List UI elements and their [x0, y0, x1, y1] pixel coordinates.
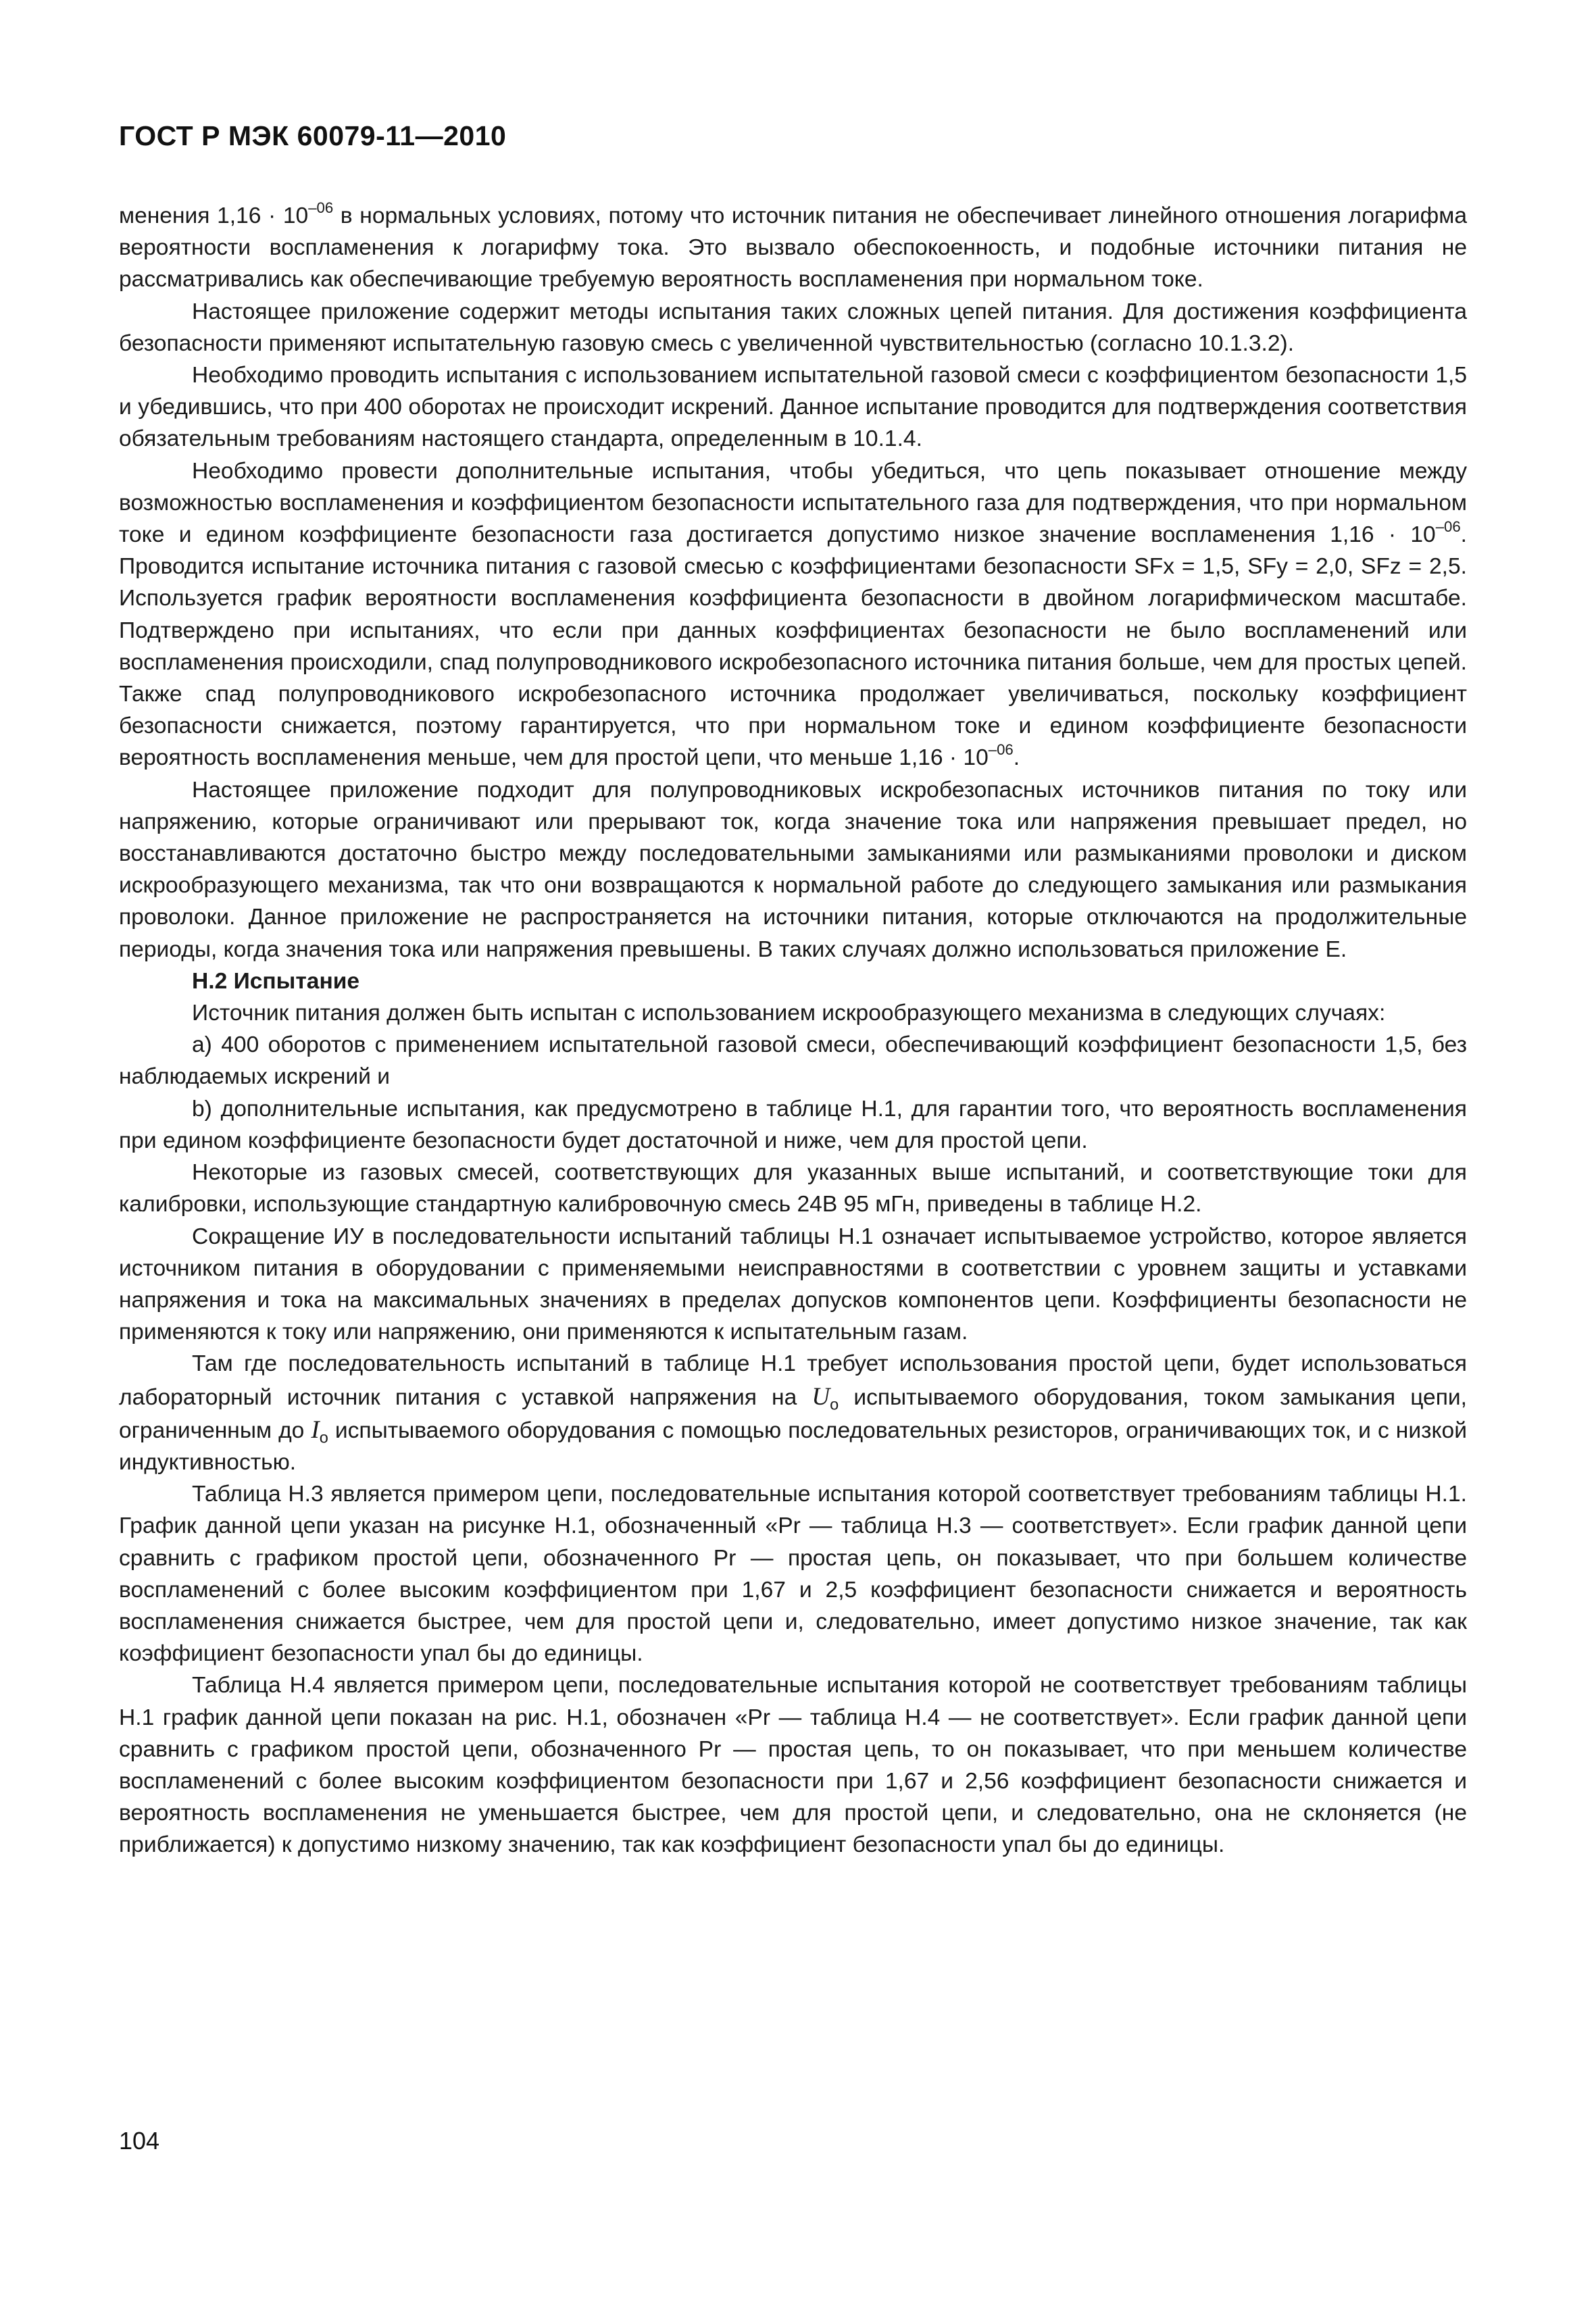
paragraph: Необходимо проводить испытания с использованием испытательной газовой смеси с коэффициентом безопасности 1,5 и убедившись, что при 400 оборотах не происходит искрений. Данное испытание проводится для подтверждения соответствия обязательным требованиям настоящего стандарта, определенным в 10.1.4.	[119, 363, 1467, 452]
paragraph: Настоящее приложение содержит методы испытания таких сложных цепей питания. Для достижения коэффициента безопасности применяют испытательную газовую смесь с увеличенной чувствительностью (согласно 10.1.3.2).	[119, 299, 1467, 356]
page-number: 104	[119, 2127, 160, 2155]
list-item-a: а) 400 оборотов с применением испытательной газовой смеси, обеспечивающий коэффициент безопасности 1,5, без наблюдаемых искрений и	[119, 1032, 1467, 1090]
paragraph: Необходимо провести дополнительные испытания, чтобы убедиться, что цепь показывает отношение между возможностью воспламенения и коэффициентом безопасности испытательного газа для подтверждения, что при нормальном токе и едином коэффициенте безопасности газа достигается допустимо низкое значение воспламенения $1,16 \cdot 10^{-06}$. Проводится испытание источника питания с газовой смесью с коэффициентами безопасности SFx = 1,5, SFy = 2,0, SFz = 2,5. Используется график вероятности воспламенения коэффициента безопасности в двойном логарифмическом масштабе. Подтверждено при испытаниях, что если при данных коэффициентах безопасности не было воспламенений или воспламенения происходили, спад полупроводникового искробезопасного источника питания больше, чем для простых цепей. Также спад полупроводникового искробезопасного источника продолжает увеличиваться, поскольку коэффициент безопасности снижается, поэтому гарантируется, что при нормальном токе и едином коэффициенте безопасности вероятность воспламенения меньше, чем для простой цепи, что меньше $1,16 \cdot 10^{-06}$.	[119, 458, 1467, 771]
superscript-exponent: –06	[988, 740, 1014, 758]
subscript-o: o	[830, 1395, 839, 1413]
paragraph: Сокращение ИУ в последовательности испытаний таблицы Н.1 означает испытываемое устройство, которое является источником питания в оборудовании с применяемыми неисправностями в соответствии с уровнем защиты и уставками напряжения и тока на максимальных значениях в пределах допусков компонентов цепи. Коэффициенты безопасности не применяются к току или напряжению, они применяются к испытательным газам.	[119, 1224, 1467, 1345]
document-header: ГОСТ Р МЭК 60079-11—2010	[119, 120, 507, 151]
section-heading: Н.2 Испытание	[192, 968, 360, 994]
paragraph: Таблица Н.4 является примером цепи, последовательные испытания которой не соответствует требованиям таблицы Н.1 график данной цепи показан на рис. Н.1, обозначен «Pr — таблица Н.4 — не соответствует». Если график данной цепи сравнить с графиком простой цепи, обозначенного Pr — простая цепь, то он показывает, что при меньшем количестве воспламенений с более высоким коэффициентом безопасности при 1,67 и 2,56 коэффициент безопасности снижается и вероятность воспламенения не уменьшается быстрее, чем для простой цепи, и следовательно, она не склоняется (не приближается) к допустимо низкому значению, так как коэффициент безопасности упал бы до единицы.	[119, 1673, 1467, 1858]
list-item-b: b) дополнительные испытания, как предусмотрено в таблице Н.1, для гарантии того, что вероятность воспламенения при едином коэффициенте безопасности будет достаточной и ниже, чем для простой цепи.	[119, 1096, 1467, 1153]
symbol-i: I	[311, 1415, 320, 1443]
paragraph: Настоящее приложение подходит для полупроводниковых искробезопасных источников питания по току или напряжению, которые ограничивают или прерывают ток, когда значение тока или напряжения превышает предел, но восстанавливаются достаточно быстро между последовательными замыканиями или размыканиями проволоки и диском искрообразующего механизма, так что они возвращаются к нормальной работе до следующего замыкания или размыкания проволоки. Данное приложение не распространяется на источники питания, которые отключаются на продолжительные периоды, когда значения тока или напряжения превышены. В таких случаях должно использоваться приложение Е.	[119, 777, 1467, 962]
superscript-exponent: –06	[308, 199, 334, 216]
paragraph: Источник питания должен быть испытан с использованием искрообразующего механизма в следующих случаях:	[192, 1001, 1386, 1026]
paragraph: Таблица Н.3 является примером цепи, последовательные испытания которой соответствует требованиям таблицы Н.1. График данной цепи указан на рисунке Н.1, обозначенный «Pr — таблица Н.3 — соответствует». Если график данной цепи сравнить с графиком простой цепи, обозначенного Pr — простая цепь, он показывает, что при большем количестве воспламенений с более высоким коэффициентом при 1,67 и 2,5 коэффициент безопасности снижается и вероятность воспламенения снижается быстрее, чем для простой цепи и, следовательно, имеет допустимо низкое значение, так как коэффициент безопасности упал бы до единицы.	[119, 1482, 1467, 1667]
subscript-o: o	[319, 1428, 328, 1447]
paragraph: Там где последовательность испытаний в таблице Н.1 требует использования простой цепи, будет использоваться лабораторный источник питания с уставкой напряжения на $U_o$ испытываемого оборудования, током замыкания цепи, ограниченным до $I_o$ испытываемого оборудования с помощью последовательных резисторов, ограничивающих ток, и с низкой индуктивностью.	[119, 1351, 1467, 1475]
symbol-u: U	[812, 1382, 830, 1410]
paragraph: Некоторые из газовых смесей, соответствующих для указанных выше испытаний, и соответствующие токи для калибровки, использующие стандартную калибровочную смесь 24В 95 мГн, приведены в таблице Н.2.	[119, 1160, 1467, 1217]
paragraph-continuation: менения $1,16 \cdot 10^{-06}$ в нормальных условиях, потому что источник питания не обеспечивает линейного отношения логарифма вероятности воспламенения к логарифму тока. Это вызвало обеспокоенность, и подобные источники питания не рассматривались как обеспечивающие требуемую вероятность воспламенения при нормальном токе.	[119, 199, 1467, 293]
document-body	[119, 200, 1467, 1861]
superscript-exponent: –06	[1435, 518, 1461, 535]
